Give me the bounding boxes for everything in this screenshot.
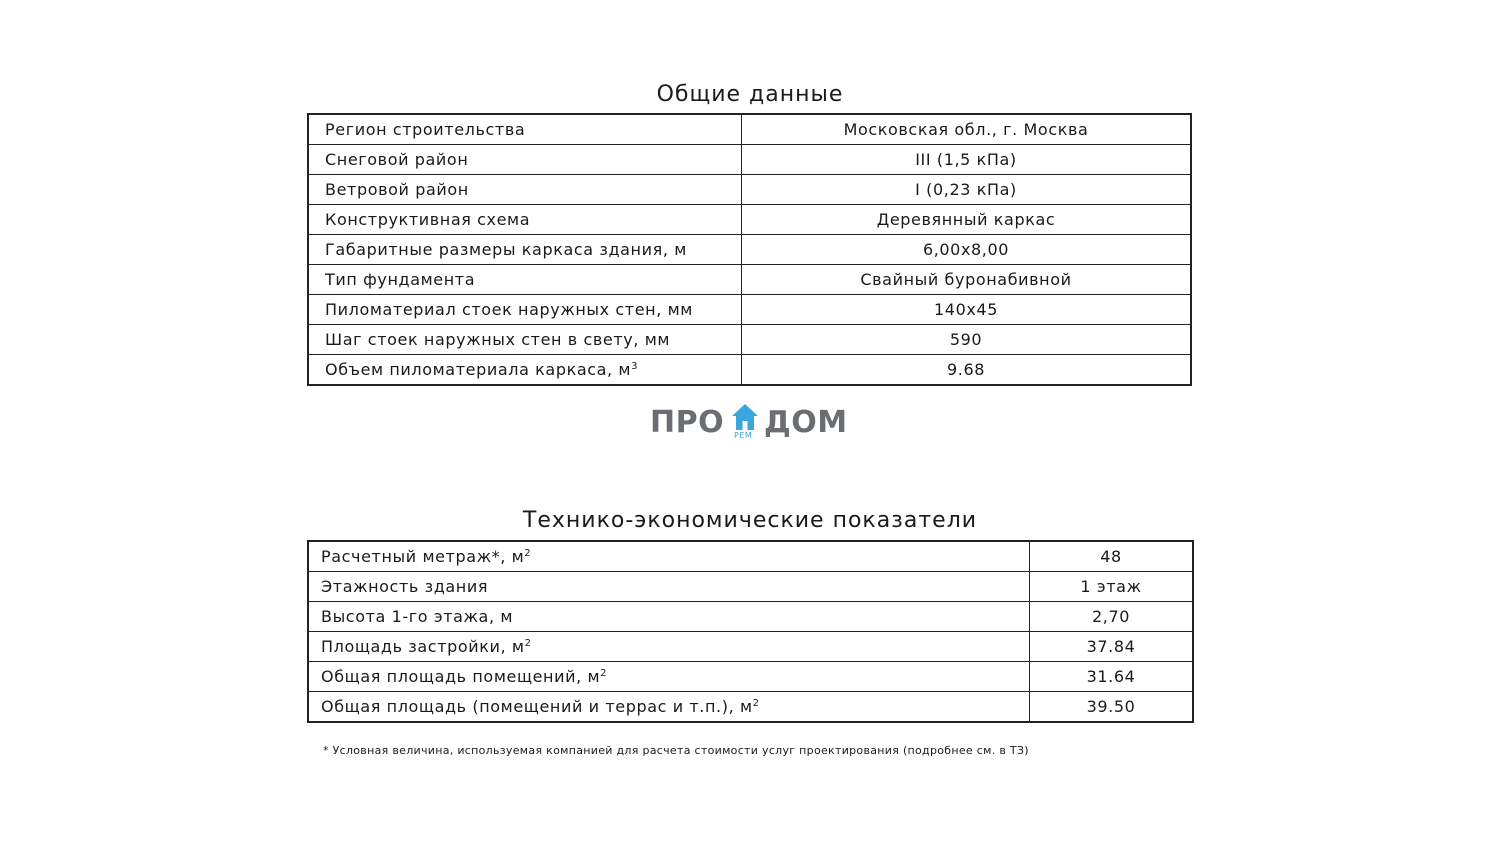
indicators-table: [307, 540, 1194, 723]
row-label-cell: [308, 355, 742, 386]
unit-superscript: 2: [752, 698, 760, 709]
table-row: [308, 632, 1193, 662]
logo-text-left: ПРО: [650, 405, 725, 440]
table-row: [308, 355, 1191, 386]
row-label: Тип фундамента: [308, 265, 742, 295]
row-value: 1 этаж: [1030, 572, 1194, 602]
row-label: Габаритные размеры каркаса здания, м: [308, 235, 742, 265]
row-label-cell: [308, 692, 1030, 723]
row-label: Общая площадь помещений, м: [321, 667, 601, 686]
row-value: Московская обл., г. Москва: [742, 114, 1192, 145]
row-value: Деревянный каркас: [742, 205, 1192, 235]
table-row: [308, 572, 1193, 602]
row-label: Конструктивная схема: [308, 205, 742, 235]
table-row: [308, 114, 1191, 145]
row-label: Площадь застройки, м: [321, 637, 525, 656]
unit-superscript: 2: [524, 548, 532, 559]
unit-superscript: 2: [600, 668, 608, 679]
table-row: [308, 175, 1191, 205]
general-data-table: [307, 113, 1192, 386]
table-row: [308, 295, 1191, 325]
company-logo: [650, 400, 850, 445]
row-label: Регион строительства: [308, 114, 742, 145]
row-value: 39.50: [1030, 692, 1194, 723]
row-value: I (0,23 кПа): [742, 175, 1192, 205]
row-label: Снеговой район: [308, 145, 742, 175]
logo-small-text: РЕМ: [734, 431, 753, 440]
row-value: 2,70: [1030, 602, 1194, 632]
table-row: [308, 662, 1193, 692]
row-label: Пиломатериал стоек наружных стен, мм: [308, 295, 742, 325]
logo-text-right: ДОМ: [764, 405, 848, 440]
unit-superscript: 3: [631, 361, 639, 372]
row-value: 37.84: [1030, 632, 1194, 662]
row-label-cell: [308, 541, 1030, 572]
row-label: Общая площадь (помещений и террас и т.п.), м: [321, 697, 753, 716]
unit-superscript: 2: [524, 638, 532, 649]
general-data-title: Общие данные: [656, 82, 844, 107]
row-value: Свайный буронабивной: [742, 265, 1192, 295]
row-label: Шаг стоек наружных стен в свету, мм: [308, 325, 742, 355]
table-row: [308, 602, 1193, 632]
house-icon: [730, 402, 760, 432]
indicators-title: Технико-экономические показатели: [522, 508, 978, 533]
footnote: * Условная величина, используемая компанией для расчета стоимости услуг проектирования (подробнее см. в ТЗ): [323, 744, 1029, 757]
row-label: Ветровой район: [308, 175, 742, 205]
row-value: 9.68: [742, 355, 1192, 386]
row-label: Объем пиломатериала каркаса, м: [325, 360, 632, 379]
row-value: 140x45: [742, 295, 1192, 325]
table-row: [308, 265, 1191, 295]
row-label: Высота 1-го этажа, м: [308, 602, 1030, 632]
row-value: 48: [1030, 541, 1194, 572]
row-label: Расчетный метраж*, м: [321, 547, 525, 566]
row-label: Этажность здания: [308, 572, 1030, 602]
table-row: [308, 235, 1191, 265]
table-row: [308, 325, 1191, 355]
table-row: [308, 541, 1193, 572]
table-row: [308, 692, 1193, 723]
row-value: 31.64: [1030, 662, 1194, 692]
row-value: III (1,5 кПа): [742, 145, 1192, 175]
table-row: [308, 145, 1191, 175]
row-value: 590: [742, 325, 1192, 355]
row-label-cell: [308, 632, 1030, 662]
row-value: 6,00x8,00: [742, 235, 1192, 265]
table-row: [308, 205, 1191, 235]
row-label-cell: [308, 662, 1030, 692]
